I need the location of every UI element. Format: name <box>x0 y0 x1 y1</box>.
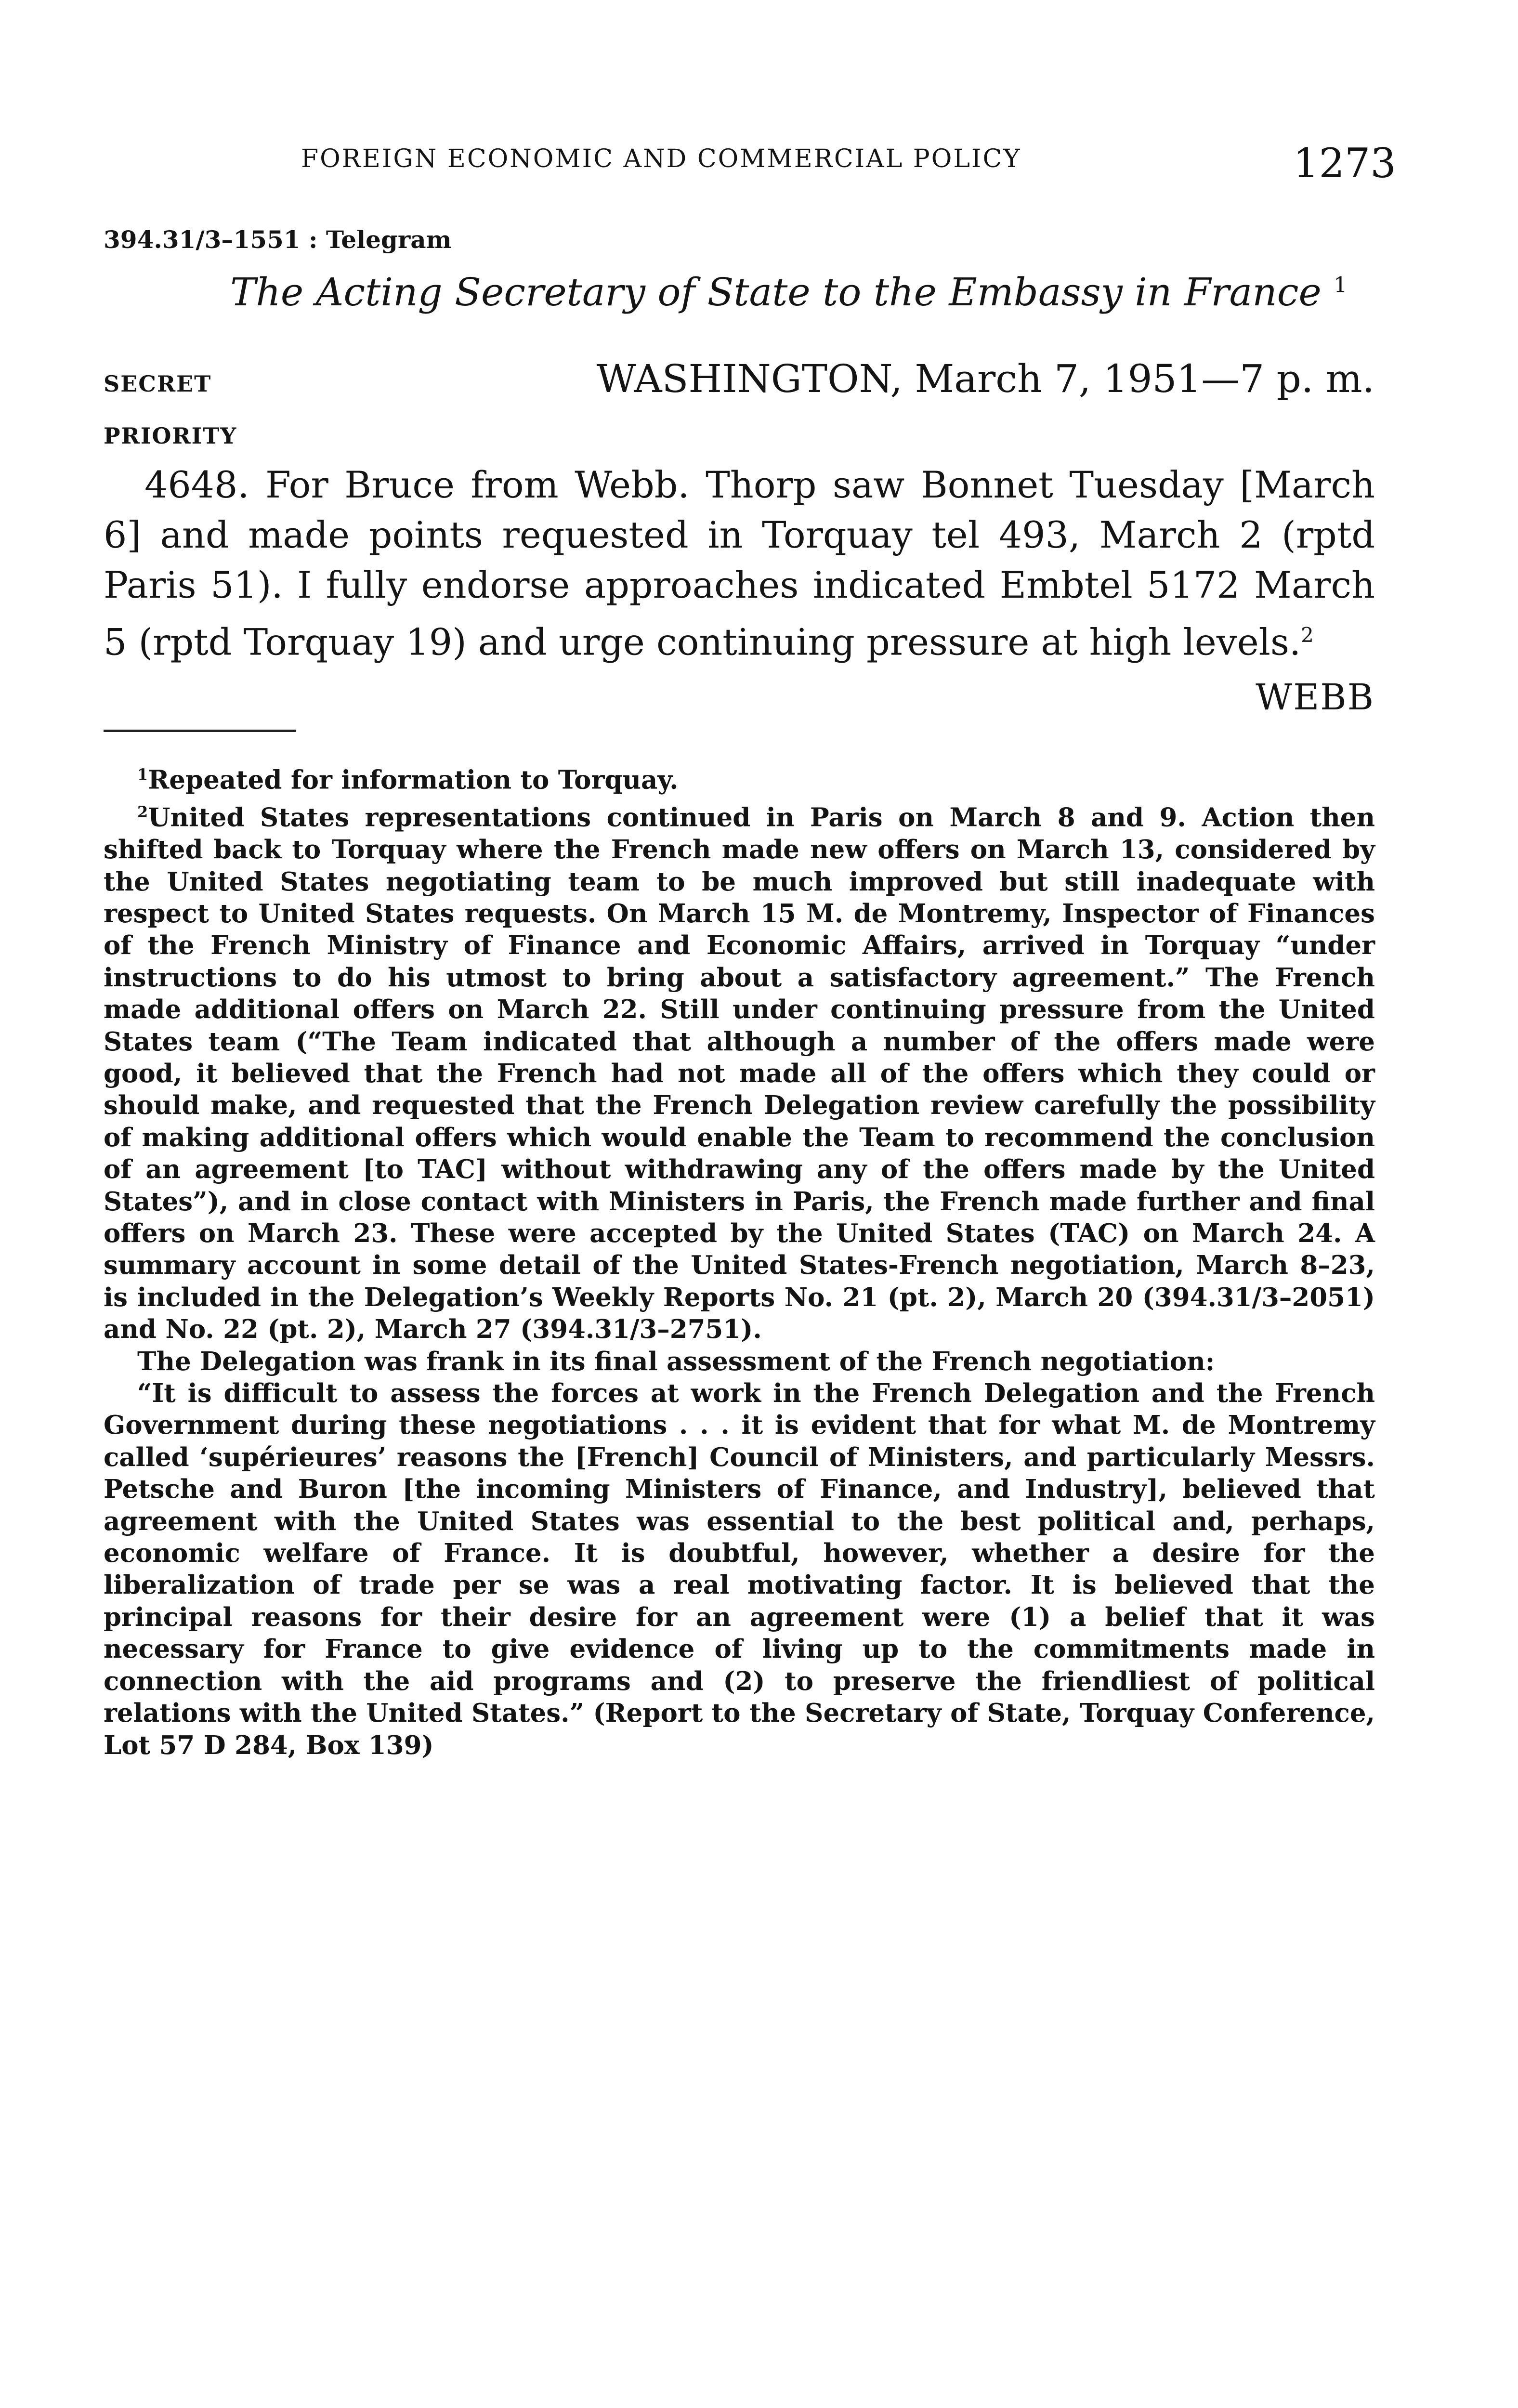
footnote-1-marker: 1 <box>137 765 148 784</box>
telegram-text: 4648. For Bruce from Webb. Thorp saw Bonnet Tuesday [March 6] and made points requested in Torquay tel 493, March 2 (rptd Paris 51). I fully endorse approaches indicated Embtel 5172 March 5 (rptd Torquay 19) and urge continuing pressure at high levels. <box>104 463 1375 664</box>
precedence: PRIORITY <box>104 423 237 449</box>
footnote-2-quote: “It is difficult to assess the forces at work in the French Delegation and the French Government during these negotiations . . . it is evident that for what M. de Montremy called ‘supérieures’ reasons the [French] Council of Ministers, and particularly Messrs. Petsche and Buron [the incoming Ministers of Finance, and Industry], believed that agreement with the United States was essential to the best political and, perhaps, economic welfare of France. It is doubtful, however, whether a desire for the liberalization of trade per se was a real motivating factor. It is believed that the principal reasons for their desire for an agreement were (1) a belief that it was necessary for France to give evidence of living up to the commitments made in connection with the aid programs and (2) to preserve the friendliest of political relations with the United States.” (Report to the Secretary of State, Torquay Conference, Lot 57 D 284, Box 139) <box>104 1378 1375 1760</box>
title-footnote-ref: 1 <box>1334 273 1348 298</box>
signature: WEBB <box>1256 677 1374 718</box>
footnote-divider <box>104 730 296 732</box>
telegram-body <box>104 460 1375 667</box>
classification: SECRET <box>104 371 212 397</box>
footnotes <box>104 759 1375 1761</box>
footnote-1-text: Repeated for information to Torquay. <box>148 765 679 795</box>
page-number: 1273 <box>1293 140 1396 187</box>
document-file-number: 394.31/3–1551 : Telegram <box>104 225 452 254</box>
footnote-2-para2: The Delegation was frank in its final assessment of the French negotiation: <box>137 1346 1215 1376</box>
document-title <box>230 270 1347 314</box>
footnote-1 <box>104 759 1375 796</box>
place-date: WASHINGTON, March 7, 1951—7 p. m. <box>596 356 1374 401</box>
body-footnote-ref: 2 <box>1301 623 1314 647</box>
footnote-2 <box>104 796 1375 1346</box>
footnote-2-text: United States representations continued in Paris on March 8 and 9. Action then shifted back to Torquay where the French made new offers on March 13, considered by the United States negotiating team to be much improved but still inadequate with respect to United States requests. On March 15 M. de Montremy, Inspector of Finances of the French Ministry of Finance and Economic Affairs, arrived in Torquay “under instructions to do his utmost to bring about a satisfactory agreement.” The French made additional offers on March 22. Still under continuing pressure from the United States team (“The Team indicated that although a number of the offers made were good, it believed that the French had not made all of the offers which they could or should make, and requested that the French Delegation review carefully the possibility of making additional offers which would enable the Team to recommend the conclusion of an agreement [to TAC] without withdrawing any of the offers made by the United States”), and in close contact with Ministers in Paris, the French made further and final offers on March 23. These were accepted by the United States (TAC) on March 24. A summary account in some detail of the United States-French negotiation, March 8–23, is included in the Delegation’s Weekly Reports No. 21 (pt. 2), March 20 (394.31/3–2051) and No. 22 (pt. 2), March 27 (394.31/3–2751). <box>104 802 1375 1345</box>
footnote-2-marker: 2 <box>137 803 148 822</box>
running-title: FOREIGN ECONOMIC AND COMMERCIAL POLICY <box>301 144 1021 173</box>
document-title-text: The Acting Secretary of State to the Embassy in France <box>230 270 1322 314</box>
